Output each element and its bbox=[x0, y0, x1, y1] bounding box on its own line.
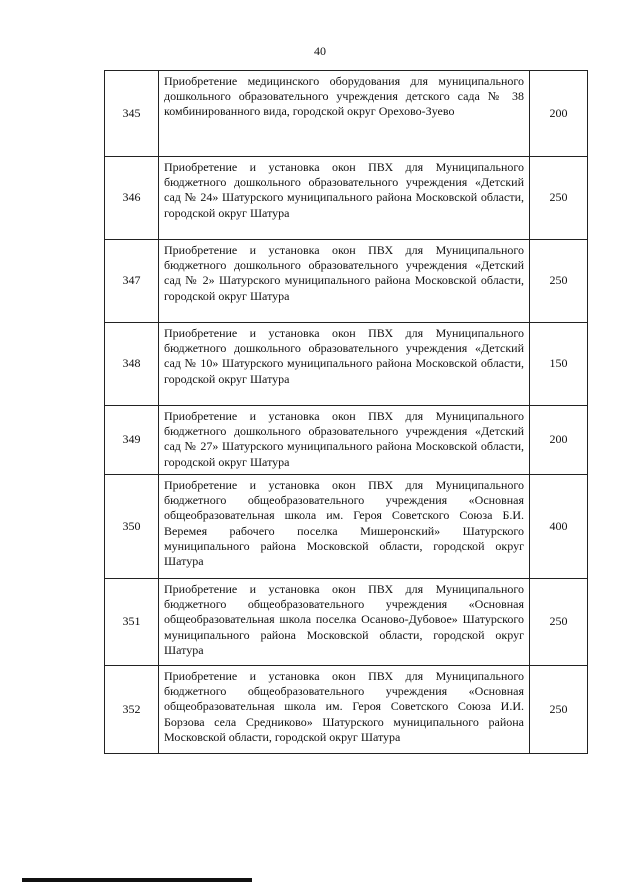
row-description-text: Приобретение и установка окон ПВХ для Муниципального бюджетного общеобразовательного учреждения «Основная общеобразовательная школа им. Героя Советского Союза И.И. Борзова села Средниково» Шатурского муниципального района Московской области, городской округ Шатура bbox=[164, 669, 524, 744]
row-description-text: Приобретение и установка окон ПВХ для Муниципального бюджетного общеобразовательного учреждения «Основная общеобразовательная школа поселка Осаново-Дубовое» Шатурского муниципального района Московской области, городской округ Шатура bbox=[164, 582, 524, 657]
row-amount: 250 bbox=[530, 579, 588, 666]
row-description bbox=[159, 406, 530, 475]
row-description bbox=[159, 157, 530, 240]
table-row bbox=[105, 579, 588, 666]
row-number: 349 bbox=[105, 406, 159, 475]
row-amount: 150 bbox=[530, 323, 588, 406]
row-description-text: Приобретение и установка окон ПВХ для Муниципального бюджетного дошкольного образовательного учреждения «Детский сад № 24» Шатурского муниципального района Московской области, городской округ Шатура bbox=[164, 160, 524, 220]
row-amount: 200 bbox=[530, 71, 588, 157]
row-description-text: Приобретение и установка окон ПВХ для Муниципального бюджетного общеобразовательного учреждения «Основная общеобразовательная школа им. Героя Советского Союза Б.И. Веремея рабочего поселка Мишеронский» Шатурского муниципального района Московской области, городской округ Шатура bbox=[164, 478, 524, 569]
table-row bbox=[105, 157, 588, 240]
row-description bbox=[159, 240, 530, 323]
row-number: 346 bbox=[105, 157, 159, 240]
table-row bbox=[105, 240, 588, 323]
table-row bbox=[105, 475, 588, 579]
table-row bbox=[105, 323, 588, 406]
row-number: 345 bbox=[105, 71, 159, 157]
row-description bbox=[159, 579, 530, 666]
row-description bbox=[159, 323, 530, 406]
row-description-text: Приобретение и установка окон ПВХ для Муниципального бюджетного дошкольного образовательного учреждения «Детский сад № 27» Шатурского муниципального района Московской области, городской округ Шатура bbox=[164, 409, 524, 469]
row-number: 352 bbox=[105, 666, 159, 754]
row-amount: 250 bbox=[530, 157, 588, 240]
page-number: 40 bbox=[314, 44, 326, 58]
row-amount: 400 bbox=[530, 475, 588, 579]
row-number: 348 bbox=[105, 323, 159, 406]
row-number: 351 bbox=[105, 579, 159, 666]
row-description bbox=[159, 475, 530, 579]
table-row bbox=[105, 406, 588, 475]
row-number: 347 bbox=[105, 240, 159, 323]
table-row bbox=[105, 666, 588, 754]
row-amount: 200 bbox=[530, 406, 588, 475]
row-description bbox=[159, 666, 530, 754]
row-amount: 250 bbox=[530, 240, 588, 323]
row-number: 350 bbox=[105, 475, 159, 579]
footer-rule bbox=[22, 878, 252, 882]
row-description-text: Приобретение медицинского оборудования для муниципального дошкольного образовательного учреждения детского сада № 38 комбинированного вида, городской округ Орехово-Зуево bbox=[164, 74, 524, 119]
allocation-table bbox=[104, 70, 588, 754]
row-description-text: Приобретение и установка окон ПВХ для Муниципального бюджетного дошкольного образовательного учреждения «Детский сад № 2» Шатурского муниципального района Московской области, городской округ Шатура bbox=[164, 243, 524, 303]
row-description-text: Приобретение и установка окон ПВХ для Муниципального бюджетного дошкольного образовательного учреждения «Детский сад № 10» Шатурского муниципального района Московской области, городской округ Шатура bbox=[164, 326, 524, 386]
table-row bbox=[105, 71, 588, 157]
row-amount: 250 bbox=[530, 666, 588, 754]
row-description bbox=[159, 71, 530, 157]
